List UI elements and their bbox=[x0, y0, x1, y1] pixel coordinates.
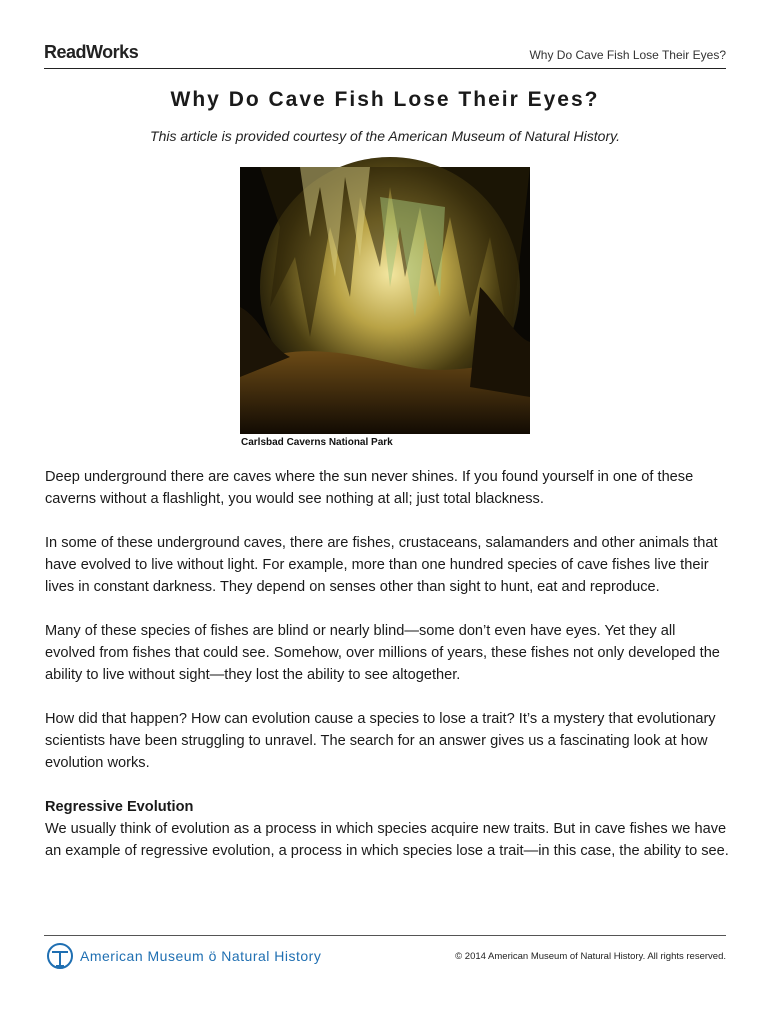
amnh-name: American Museum ö Natural History bbox=[80, 948, 322, 964]
paragraph: Many of these species of fishes are blind or nearly blind—some don’t even have eyes. Yet they all evolved from fishes that could see. Somehow, over millions of years, these fishes not only developed the ability to live without sight—they lost the ability to see altogether. bbox=[45, 623, 720, 683]
page-header bbox=[44, 40, 726, 69]
running-title: Why Do Cave Fish Lose Their Eyes? bbox=[529, 48, 726, 62]
article-title: Why Do Cave Fish Lose Their Eyes? bbox=[170, 88, 600, 111]
page-footer bbox=[44, 935, 726, 976]
photo-credit: ©Wikimedia Commons/Daniel Mayer bbox=[754, 466, 763, 597]
amnh-logo-icon bbox=[46, 942, 74, 970]
section-heading: Regressive Evolution bbox=[45, 799, 194, 815]
paragraph: We usually think of evolution as a process in which species acquire new traits. But in cave fishes we have an example of regressive evolution, a process in which species lose a trait—in this case, the ability to see. bbox=[45, 821, 729, 859]
paragraph: How did that happen? How can evolution cause a species to lose a trait? It’s a mystery that evolutionary scientists have been struggling to unravel. The search for an answer gives us a fascinating look at how evolution works. bbox=[45, 711, 716, 771]
cave-photo-illustration bbox=[240, 167, 530, 434]
article-body bbox=[45, 466, 729, 884]
courtesy-note: This article is provided courtesy of the American Museum of Natural History. bbox=[150, 128, 620, 144]
paragraph: In some of these underground caves, there are fishes, crustaceans, salamanders and other animals that have evolved to live without light. For example, more than one hundred species of cave fishes live their lives in constant darkness. They depend on senses other than sight to hunt, eat and reproduce. bbox=[45, 535, 718, 595]
readworks-logo[interactable]: ReadWorks bbox=[44, 42, 139, 62]
paragraph: Deep underground there are caves where the sun never shines. If you found yourself in one of these caverns without a flashlight, you would see nothing at all; just total blackness. bbox=[45, 469, 694, 507]
copyright: © 2014 American Museum of Natural History. All rights reserved. bbox=[455, 951, 726, 962]
photo-caption: Carlsbad Caverns National Park bbox=[241, 437, 393, 448]
